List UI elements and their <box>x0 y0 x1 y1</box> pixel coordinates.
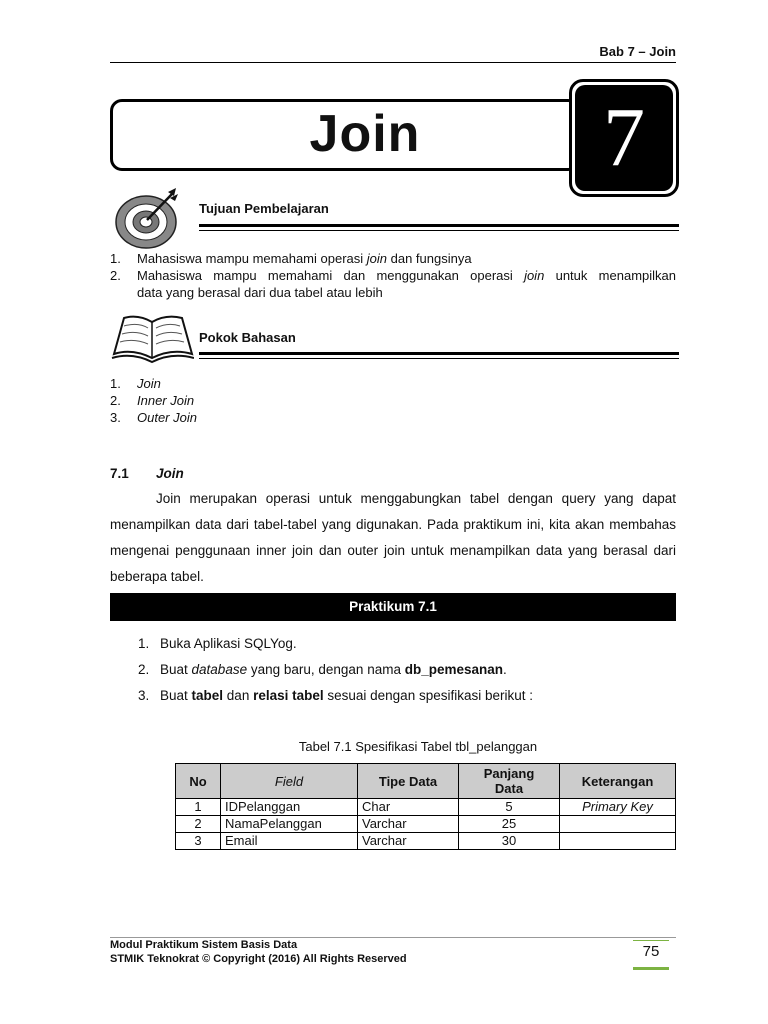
list-text: Outer Join <box>137 410 197 425</box>
cell-tipe: Char <box>358 799 459 816</box>
cell-panjang: 25 <box>459 816 560 833</box>
cell-tipe: Varchar <box>358 833 459 850</box>
table-caption: Tabel 7.1 Spesifikasi Tabel tbl_pelanggan <box>298 739 538 754</box>
header-tipe: Tipe Data <box>358 764 459 799</box>
running-header: Bab 7 – Join <box>599 44 676 59</box>
footer-line-1: Modul Praktikum Sistem Basis Data <box>110 939 298 951</box>
page-number: 75 <box>642 943 660 960</box>
paragraph-line: menampilkan data dari tabel-tabel yang digunakan. Pada praktikum ini, kita akan membahas <box>110 517 676 532</box>
list-text: data yang berasal dari dua tabel atau lebih <box>137 285 383 300</box>
list-number: 3. <box>110 410 121 425</box>
list-number: 1. <box>110 376 121 391</box>
footer-rule <box>110 937 676 938</box>
topic-item <box>110 392 410 409</box>
table-row <box>176 833 676 850</box>
footer-line-2: STMIK Teknokrat © Copyright (2016) All Rights Reserved <box>110 953 407 965</box>
target-icon <box>112 186 180 250</box>
list-text: Join <box>137 376 161 391</box>
objective-item <box>110 267 676 301</box>
cell-tipe: Varchar <box>358 816 459 833</box>
cell-field: Email <box>221 833 358 850</box>
cell-keterangan <box>560 833 676 850</box>
step-number: 3. <box>138 688 150 703</box>
header-keterangan: Keterangan <box>560 764 676 799</box>
header-rule <box>110 62 676 63</box>
chapter-title: Join <box>309 105 421 163</box>
objectives-rule-thin <box>199 230 679 231</box>
paragraph-line: beberapa tabel. <box>110 569 204 584</box>
list-number: 2. <box>110 393 121 408</box>
table-row <box>176 816 676 833</box>
step-number: 1. <box>138 636 150 651</box>
topics-heading: Pokok Bahasan <box>199 330 296 345</box>
cell-field: NamaPelanggan <box>221 816 358 833</box>
objective-item <box>110 250 676 267</box>
cell-no: 1 <box>176 799 221 816</box>
list-number: 2. <box>110 268 121 283</box>
paragraph-line: Join merupakan operasi untuk menggabungkan tabel dengan query yang dapat <box>156 491 676 506</box>
topics-rule-thin <box>199 358 679 359</box>
list-text: Inner Join <box>137 393 195 408</box>
list-text: Mahasiswa mampu memahami operasi join dan fungsinya <box>137 251 472 266</box>
list-number: 1. <box>110 251 121 266</box>
objectives-rule-thick <box>199 224 679 227</box>
cell-no: 3 <box>176 833 221 850</box>
list-text: Mahasiswa mampu memahami dan menggunakan operasi join untuk menampilkan <box>137 268 676 283</box>
step-text: Buka Aplikasi SQLYog. <box>160 636 297 651</box>
spec-table <box>175 763 676 850</box>
cell-field: IDPelanggan <box>221 799 358 816</box>
topics-rule-thick <box>199 352 679 355</box>
topic-item <box>110 375 410 392</box>
step-number: 2. <box>138 662 150 677</box>
step-text: Buat tabel dan relasi tabel sesuai dengan spesifikasi berikut : <box>160 688 533 703</box>
objectives-heading: Tujuan Pembelajaran <box>199 201 329 216</box>
paragraph-line: mengenai penggunaan inner join dan outer join untuk menampilkan data yang berasal dari <box>110 543 676 558</box>
header-no: No <box>176 764 221 799</box>
cell-keterangan: Primary Key <box>560 799 676 816</box>
cell-panjang: 5 <box>459 799 560 816</box>
cell-no: 2 <box>176 816 221 833</box>
table-header-row <box>176 764 676 799</box>
book-icon <box>110 312 194 364</box>
section-number: 7.1 <box>110 466 129 481</box>
chapter-number: 7 <box>603 91 645 184</box>
table-row <box>176 799 676 816</box>
header-field: Field <box>221 764 358 799</box>
cell-keterangan <box>560 816 676 833</box>
topic-item <box>110 409 410 426</box>
section-title: Join <box>156 466 184 481</box>
step-text: Buat database yang baru, dengan nama db_pemesanan. <box>160 662 507 677</box>
praktikum-banner: Praktikum 7.1 <box>110 593 676 621</box>
header-panjang: Panjang Data <box>459 764 560 799</box>
cell-panjang: 30 <box>459 833 560 850</box>
